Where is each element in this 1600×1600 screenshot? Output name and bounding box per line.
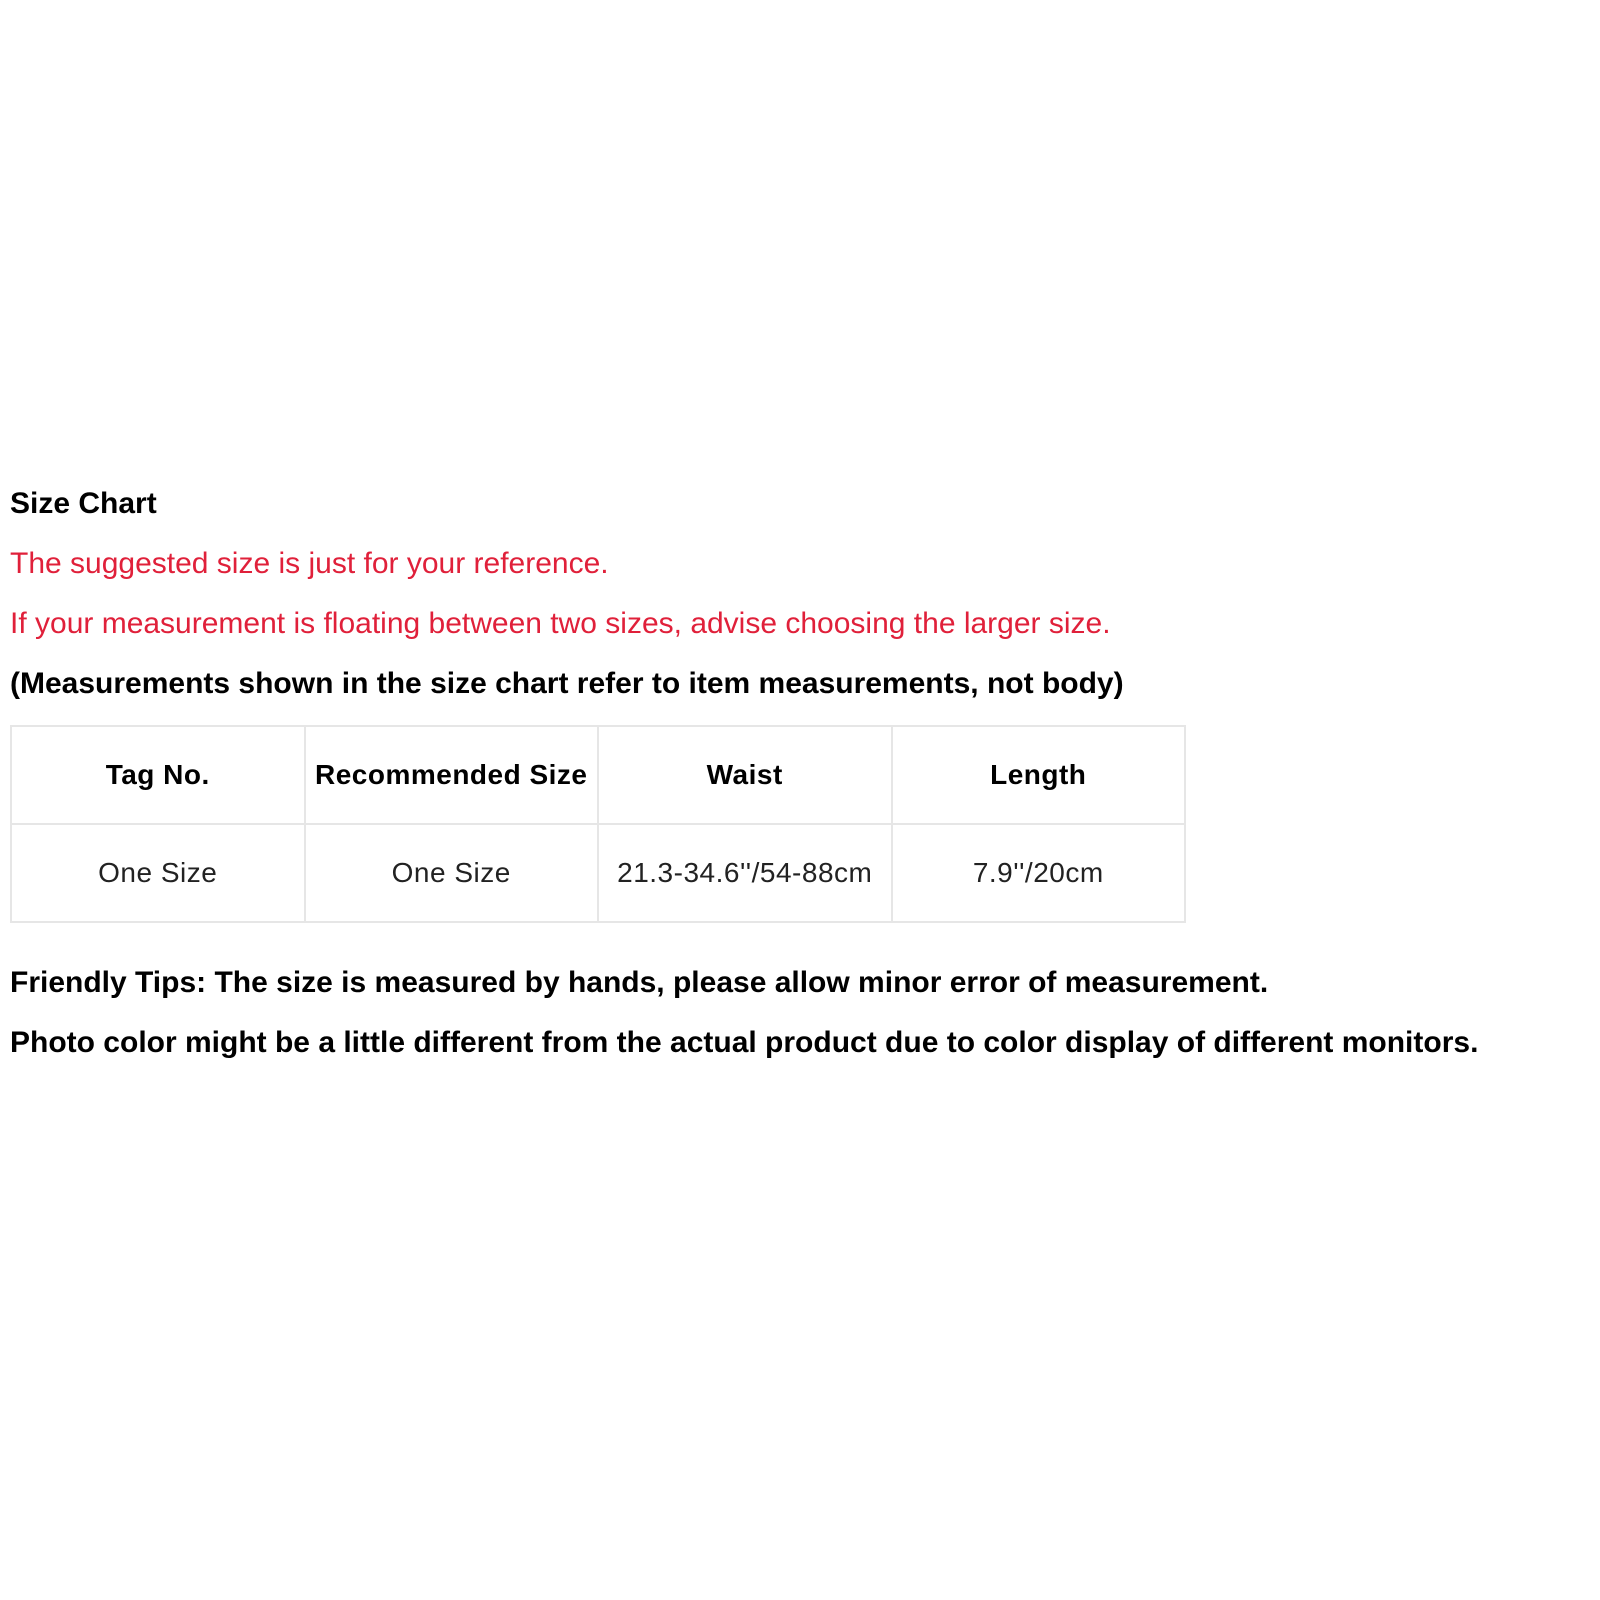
larger-size-note: If your measurement is floating between two sizes, advise choosing the larger size. [10, 607, 1111, 640]
cell-recommended-size: One Size [305, 824, 599, 922]
cell-waist: 21.3-34.6''/54-88cm [598, 824, 892, 922]
measurement-disclaimer: (Measurements shown in the size chart refer to item measurements, not body) [10, 667, 1124, 700]
size-chart-section [10, 486, 1590, 1085]
table-header-row [11, 726, 1185, 824]
cell-length: 7.9''/20cm [892, 824, 1186, 922]
header-length: Length [892, 726, 1186, 824]
friendly-tip: Friendly Tips: The size is measured by hands, please allow minor error of measurement. [10, 966, 1269, 999]
header-tag-no: Tag No. [11, 726, 305, 824]
size-table [10, 725, 1186, 923]
photo-color-tip: Photo color might be a little different from the actual product due to color display of different monitors. [10, 1026, 1479, 1059]
size-chart-heading: Size Chart [10, 487, 157, 520]
table-row [11, 824, 1185, 922]
header-waist: Waist [598, 726, 892, 824]
header-recommended-size: Recommended Size [305, 726, 599, 824]
tips-block [10, 965, 1590, 1061]
cell-tag-no: One Size [11, 824, 305, 922]
reference-note: The suggested size is just for your reference. [10, 547, 609, 580]
